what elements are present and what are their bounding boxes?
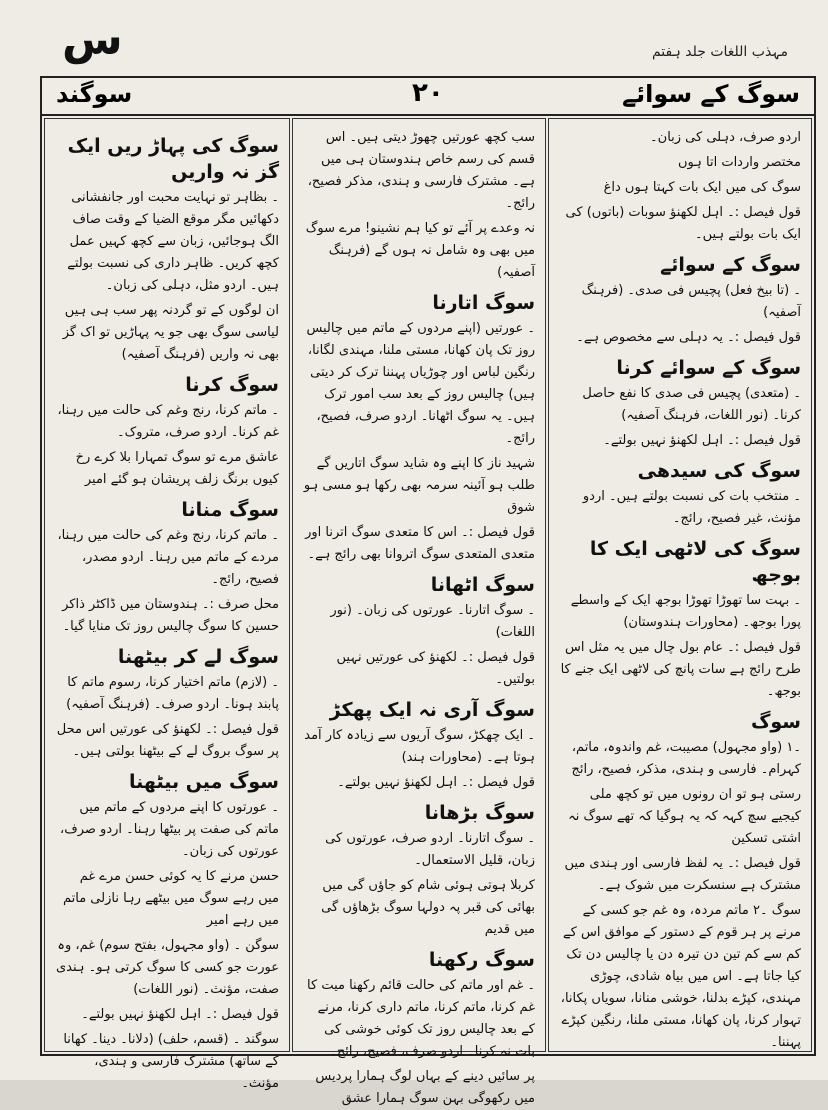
entry-text: حسن مرنے کا یہ کوئی حسن مرے غم میں رہے سوگ میں بیٹھے رہا نازلی ماتم میں رہے امیر (62, 869, 279, 928)
entry-headword: سوگ کی لاٹھی ایک کا بوجھ (589, 538, 801, 586)
entry-headword: سوگ میں بیٹھنا (129, 771, 279, 793)
entry-text: سوگن ۔ (واو مجہول، بفتح سوم) غم، وہ عورت جو کسی کا سوگ کرتی ہو۔ ہندی صفت، مؤنث۔ (نور اللغات) (56, 938, 279, 997)
entry-text: ۔ (متعدی) پچیس فی صدی کا نفع حاصل کرنا۔ (نور اللغات، فرہنگ آصفیہ) (582, 386, 801, 423)
section-letter: س (62, 14, 123, 65)
entry-headword: سوگ لے کر بیٹھنا (117, 646, 279, 668)
right-column (548, 118, 812, 1052)
entry-text: محل صرف :۔ ہندوستان میں ڈاکٹر ذاکر حسین کا سوگ چالیس روز تک منایا گیا۔ (62, 597, 279, 634)
entry-text: قول فیصل :۔ یہ لفظ فارسی اور ہندی میں مشترک ہے سنسکرت میں شوک ہے۔ (564, 856, 801, 893)
running-header-last-word: سوگند (56, 80, 133, 108)
entry-text: ۔ عورتوں کا اپنے مردوں کے ماتم میں ماتم کی صفت پر بیٹھا رہنا۔ اردو صرف، عورتوں کی زبان۔ (60, 800, 279, 859)
entry-text: ان لوگوں کے تو گردنہ پھر سب ہی ہیں لیاسی سوگ بھی جو یہ پہاڑیں تو اک گز بھی نہ واریں (فرہنگ آصفیہ) (62, 303, 279, 362)
entry-headword: سوگ اتارنا (432, 292, 535, 314)
entry-headword: سوگ آری نہ ایک پھکڑ (329, 699, 535, 721)
entry-text: ۔ سوگ اتارنا۔ اردو صرف، عورتوں کی زبان، قلیل الاستعمال۔ (325, 831, 535, 868)
middle-column (292, 118, 546, 1106)
entry-headword: سوگ کی سیدھی (637, 460, 801, 482)
entry-headword: سوگ کی پہاڑ ریں ایک گز نہ واریں (67, 135, 279, 183)
entry-text: قول فیصل :۔ لکھنؤ کی عورتیں اس محل پر سوگ بروگ لے کے بیٹھنا بولتی ہیں۔ (56, 722, 279, 759)
entry-text: رستی ہو تو ان رونوں میں تو کچھ ملی کیجیے سچ کہہ کہ یہ ہوگیا کہ تھے سوگ نہ اشتی تسکین (568, 787, 801, 846)
entry-text: ۔ بظاہر تو نہایت محبت اور جانفشانی دکھائیں مگر موقع الضیا کے وقت صاف الگ ہوجائیں، زبان سے کچھ کہیں عمل کچھ کریں۔ ظاہر داری کی نسبت بولتے ہیں۔ اردو مثل، دہلی کی زبان۔ (67, 190, 279, 293)
entry-text: ۔۱ (واو مجہول) مصیبت، غم واندوہ، ماتم، کہرام۔ فارسی و ہندی، مذکر، فصیح، رائج (571, 740, 801, 777)
entry-headword: سوگ رکھنا (428, 949, 535, 971)
entry-text: ۔ (تا بیخ فعل) پچیس فی صدی۔ (فرہنگ آصفیہ) (581, 283, 801, 320)
running-header-first-word: سوگ کے سوائے (622, 80, 800, 108)
entry-text: ۔ بہت سا تھوڑا تھوڑا بوجھ ایک کے واسطے پورا بوجھ۔ (محاورات ہندوستان) (570, 593, 801, 630)
entry-text: ۔ ماتم کرنا، رنج وغم کی حالت میں رہنا، مردے کے ماتم میں رہنا۔ اردو مصدر، فصیح، رائج۔ (57, 528, 279, 587)
left-column (44, 118, 290, 1091)
entry-text: سب کچھ عورتیں چھوڑ دیتی ہیں۔ اس قسم کی رسم خاص ہندوستان ہی میں ہے۔ مشترک فارسی و ہندی، مذکر فصیح، رائج۔ (307, 130, 535, 211)
entry-text: شہید ناز کا اپنے وہ شاید سوگ اتاریں گے طلب ہو آئینہ سرمہ بھی رکھا ہو مسی ہو شوق (303, 456, 535, 515)
entry-text: اردو صرف، دہلی کی زبان۔ (650, 130, 801, 145)
entry-text: کربلا ہوتی ہوئی شام کو جاؤں گی میں بھائی کی قبر پہ دولہا سوگ بڑھاؤں گی میں قدیم (321, 878, 535, 937)
entry-text: قول فیصل :۔ عام بول چال میں یہ مثل اس طرح رائج ہے سات پانچ کی لاٹھی ایک جنے کا بوجھ۔ (560, 640, 801, 699)
entry-text: قول فیصل :۔ یہ دہلی سے مخصوص ہے۔ (576, 330, 801, 345)
entry-text: ۔ غم اور ماتم کی حالت قائم رکھنا میت کا غم کرنا، ماتم کرنا، ماتم داری کرنا، مرنے کے بعد چالیس روز تک کوئی خوشی کی بات نہ کرنا۔ اردو صرف، فصیح، رائج۔ (307, 978, 535, 1059)
book-title: مہذب اللغات جلد ہفتم (651, 44, 788, 60)
entry-headword: سوگ کے سوائے (660, 254, 801, 276)
page-number: ۲۰ (412, 78, 444, 108)
entry-text: نہ وعدے پر آئے تو کیا ہم نشینو! مرے سوگ میں بھی وہ شامل نہ ہوں گے (فرہنگ آصفیہ) (305, 221, 535, 280)
entry-text: ۔ (لازم) ماتم اختیار کرنا، رسوم ماتم کا پابند ہونا۔ اردو صرف۔ (فرہنگ آصفیہ) (66, 675, 279, 712)
entry-text: ۔ منتخب بات کی نسبت بولتے ہیں۔ اردو مؤنث، غیر فصیح، رائج۔ (582, 489, 801, 526)
entry-text: مختصر واردات اتا ہوں (678, 155, 801, 170)
entry-text: سوگ ۔۲ ماتم مردہ، وہ غم جو کسی کے مرنے پر ہر قوم کے دستور کے موافق اس کے کم سے کم تین دن تیرہ دن یا چالیس دن تک کیا جاتا ہے۔ اس میں بیاہ شادی، چوڑی مہندی، کپڑے بدلنا، خوشی منانا، سویاں پکانا، تہوار کرنا، پان کھانا، مستی ملنا، رنگین کپڑے پہننا۔ (560, 903, 801, 1050)
entry-text: سوگ کی میں ایک بات کہتا ہوں داغ (603, 180, 801, 195)
entry-text: قول فیصل :۔ اہل لکھنؤ نہیں بولتے۔ (603, 433, 801, 448)
entry-text: ۔ سوگ اتارنا۔ عورتوں کی زبان۔ (نور اللغات) (330, 603, 535, 640)
entry-text: عاشق مرے تو سوگ تمہارا بلا کرے رخ کیوں برنگ زلف پریشان ہو گئے امیر (75, 450, 279, 487)
entry-text: قول فیصل :۔ اس کا متعدی سوگ اترنا اور متعدی المتعدی سوگ اتروانا بھی رائج ہے۔ (305, 525, 535, 562)
entry-headword: سوگ کرنا (185, 374, 279, 396)
entry-text: ۔ عورتیں (اپنے مردوں کے ماتم میں چالیس روز تک پان کھانا، مستی ملنا، مہندی لگانا، رنگین لباس اور چوڑیاں پہننا ترک کر دیتی ہیں) چالیس روز کے بعد سب امور ترک ہیں۔ یہ سوگ اٹھانا۔ اردو صرف، فصیح، رائج۔ (306, 321, 535, 446)
entry-text: قول فیصل :۔ اہل لکھنؤ نہیں بولتے۔ (81, 1007, 279, 1022)
entry-headword: سوگ (750, 711, 801, 733)
entry-text: ۔ ایک چھکڑ، سوگ آریوں سے زیادہ کار آمد ہوتا ہے۔ (محاورات ہند) (304, 728, 535, 765)
entry-text: قول فیصل :۔ اہل لکھنؤ نہیں بولتے۔ (337, 775, 535, 790)
entry-text: ۔ ماتم کرنا، رنج وغم کی حالت میں رہنا، غم کرنا۔ اردو صرف، متروک۔ (57, 403, 279, 440)
entry-text: قول فیصل :۔ اہل لکھنؤ سوبات (باتوں) کی ایک بات بولتے ہیں۔ (565, 205, 801, 242)
entry-headword: سوگ منانا (181, 499, 279, 521)
entry-headword: سوگ اٹھانا (430, 574, 535, 596)
entry-text: پر سائیں دینے کے بہاں لوگ ہمارا پردیس میں رکھوگی بہن سوگ ہمارا عشق (315, 1069, 535, 1106)
entry-text: قول فیصل :۔ لکھنؤ کی عورتیں نہیں بولتیں۔ (336, 650, 535, 687)
entry-headword: سوگ بڑھانا (424, 802, 535, 824)
entry-text: سوگند ۔ (قسم، حلف) (دلانا۔ دینا۔ کھانا کے ساتھ) مشترک فارسی و ہندی، مؤنث۔ (63, 1032, 279, 1091)
entry-headword: سوگ کے سوائے کرنا (616, 357, 801, 379)
running-header (40, 76, 816, 116)
